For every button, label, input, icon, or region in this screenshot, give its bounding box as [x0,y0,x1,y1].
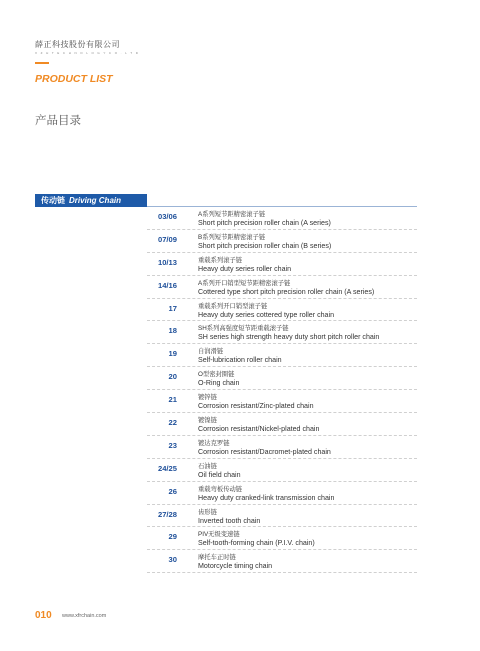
list-item [147,276,417,299]
product-description [198,508,260,526]
product-name-cn: A系列短节距精密滚子链 [198,211,266,218]
list-item [147,207,417,230]
list-item [147,527,417,550]
product-description [198,462,241,480]
page-reference: 03/06 [157,212,177,221]
product-name-en: Short pitch precision roller chain (A series) [198,219,331,227]
product-name-cn: A系列开口销型短节距精密滚子链 [198,279,291,287]
product-name-cn: 重载系列滚子链 [198,256,243,264]
list-item [147,390,417,413]
product-name-cn: B系列短节距精密滚子链 [198,233,266,241]
page-reference: 10/13 [157,257,177,267]
product-description [198,210,331,228]
product-name-cn: 石油链 [198,462,217,470]
page-reference: 14/16 [157,280,177,290]
product-description [198,370,239,388]
product-name-cn: PIV无级变速链 [198,531,240,539]
list-item [147,505,417,528]
list-item [147,321,417,344]
product-name-en: Corrosion resistant/Dacromet-plated chain [198,447,331,456]
page-reference: 24/25 [157,463,177,473]
list-item [147,253,417,276]
company-name-cn: 薛正科技股份有限公司 [35,40,120,49]
product-name-cn: 摩托车正时链 [198,554,236,562]
page-reference: 18 [168,326,177,336]
page-subtitle-cn: 产品目录 [35,115,81,127]
page-reference: 17 [168,303,177,313]
product-name-en: Heavy duty series roller chain [198,264,292,273]
page-reference: 22 [168,418,177,428]
product-name-cn: 镀镍链 [198,417,217,425]
list-item [147,436,417,459]
product-name-cn: O型密封圈链 [198,371,235,379]
footer-page-number: 010 [35,610,52,621]
product-name-en: Inverted tooth chain [198,516,261,525]
product-description [198,324,379,342]
product-name-en: Oil field chain [198,470,241,479]
list-item [147,344,417,367]
company-name-en: X Z H T E C H N O L O G Y C O . L T D [35,51,140,55]
product-description [198,279,374,297]
product-name-en: O-Ring chain [198,379,240,388]
section-title-cn: 传动链 [41,196,65,205]
product-name-en: Short pitch precision roller chain (B series) [198,241,332,250]
product-description [198,393,314,411]
product-name-cn: 镀锌链 [198,394,217,402]
page-reference: 27/28 [157,509,177,519]
page-reference: 29 [168,532,177,542]
accent-bar [35,62,49,64]
product-name-en: Cottered type short pitch precision roller chain (A series) [198,287,375,296]
product-name-cn: 镀达克罗链 [198,439,230,447]
product-description [198,439,331,457]
page-reference: 26 [168,486,177,496]
product-description [198,553,272,571]
page-reference: 23 [168,440,177,450]
product-description [198,416,319,434]
list-item [147,550,417,573]
product-name-en: Heavy duty series cottered type roller chain [198,310,335,319]
section-title-en: Driving Chain [69,196,122,205]
page-reference: 30 [168,555,177,565]
page-reference: 20 [168,372,177,382]
list-item [147,299,417,322]
page-reference: 07/09 [157,234,177,244]
section-header-driving-chain [35,194,147,207]
product-name-en: Corrosion resistant/Zinc-plated chain [198,402,314,411]
product-name-cn: 自润滑链 [198,348,224,356]
list-item [147,459,417,482]
product-description [198,347,282,365]
product-index-list [147,207,417,573]
product-name-en: Motorcycle timing chain [198,562,273,571]
product-name-en: Heavy duty cranked-link transmission chain [198,493,335,502]
product-name-cn: 重载系列开口销型滚子链 [198,302,268,310]
page-reference: 19 [168,349,177,359]
list-item [147,230,417,253]
list-item [147,367,417,390]
product-description [198,485,334,503]
product-name-en: Self-lubrication roller chain [198,356,282,365]
product-name-en: SH series high strength heavy duty short pitch roller chain [198,333,380,342]
page-reference: 21 [168,395,177,405]
page-title: PRODUCT LIST [35,73,113,85]
footer-website[interactable]: www.xfrchain.com [62,613,107,619]
product-description [198,530,315,548]
product-name-en: Corrosion resistant/Nickel-plated chain [198,425,320,434]
product-description [198,233,331,251]
list-item [147,413,417,436]
product-name-en: Self-tooth-forming chain (P.I.V. chain) [198,539,315,548]
product-name-cn: 齿形链 [198,508,217,516]
product-name-cn: 重载弯板传动链 [198,485,243,493]
product-name-cn: SH系列高强度短节距重载滚子链 [198,325,289,333]
product-description [198,302,334,320]
list-item [147,482,417,505]
product-description [198,256,291,274]
